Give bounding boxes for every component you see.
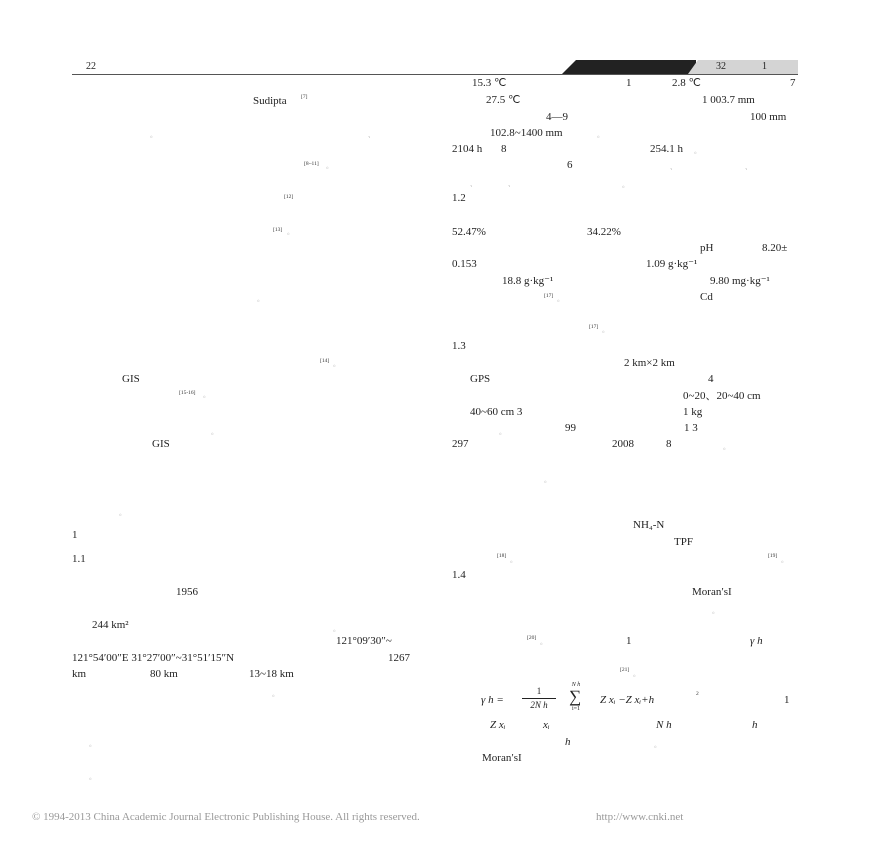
ammonium-term: NH₄-N [633, 519, 665, 531]
issue-number: 1 [762, 61, 767, 72]
month-range: 4—9 [546, 111, 568, 123]
period-mark: 。 [557, 295, 564, 303]
citation: [18] [497, 553, 507, 559]
sample-count: 297 [452, 438, 469, 450]
header-dark-band [562, 60, 696, 74]
month-number: 8 [666, 438, 672, 450]
temperature: 2.8 ℃ [672, 77, 701, 89]
percentage: 52.47% [452, 226, 486, 238]
citation: [13] [273, 227, 283, 233]
gis-term: GIS [122, 373, 140, 385]
precipitation: 1 003.7 mm [702, 94, 755, 106]
comma-mark: 、 [670, 163, 677, 171]
sigma-symbol: ∑ [569, 687, 582, 706]
period-mark: 。 [694, 147, 701, 155]
width-value: 13~18 km [249, 668, 294, 680]
organic-matter-value: 18.8 g·kg⁻¹ [502, 275, 554, 287]
fraction-bar [522, 698, 556, 699]
equation-number: 1 [784, 694, 790, 706]
ph-value: 8.20± [762, 242, 788, 254]
variable-nh: N h [656, 719, 672, 731]
period-mark: 。 [272, 690, 279, 698]
period-mark: 。 [544, 476, 551, 484]
period-mark: 。 [257, 295, 264, 303]
comma-mark: 、 [745, 163, 752, 171]
sunshine-hours: 254.1 h [650, 143, 683, 155]
formula-numerator: 1 [536, 686, 542, 696]
period-mark: 。 [333, 360, 340, 368]
period-mark: 。 [287, 228, 294, 236]
section-heading: 1.3 [452, 340, 466, 352]
period-mark: 。 [597, 131, 604, 139]
section-heading: 1.4 [452, 569, 466, 581]
coordinate: 121°54′00″E 31°27′00″~31°51′15″N [72, 652, 235, 664]
formula-exponent: 2 [696, 691, 699, 697]
ph-deviation: 0.153 [452, 258, 477, 270]
number: 4 [708, 373, 714, 385]
period-mark: 。 [712, 607, 719, 615]
depth-range: 0~20、20~40 cm [683, 390, 761, 402]
year: 1956 [176, 586, 198, 598]
depth-range: 40~60 cm 3 [470, 406, 523, 418]
coordinate: 121°09′30″~ [336, 635, 392, 647]
period-mark: 。 [150, 131, 157, 139]
sample-weight: 1 kg [683, 406, 703, 418]
author-ref: Sudipta [253, 95, 287, 107]
period-mark: 。 [499, 428, 506, 436]
grid-size: 2 km×2 km [624, 357, 675, 369]
period-mark: 。 [326, 162, 333, 170]
unit: km [72, 668, 87, 680]
morans-i-term: Moran′sI [692, 586, 732, 598]
formula-rhs: Z xᵢ −Z xᵢ+h [600, 694, 655, 706]
citation: [14] [320, 358, 330, 364]
number: 99 [565, 422, 576, 434]
citation: [19] [768, 553, 778, 559]
citation: [8~11] [304, 161, 319, 167]
header-light-band [688, 60, 798, 74]
copyright-notice: © 1994-2013 China Academic Journal Electronic Publishing House. All rights reserved. [32, 811, 420, 823]
section-heading: 1.2 [452, 192, 466, 204]
period-mark: 。 [89, 740, 96, 748]
area-value: 244 km² [92, 619, 129, 631]
number: 6 [567, 159, 573, 171]
period-mark: 。 [540, 638, 547, 646]
period-mark: 。 [333, 625, 340, 633]
phosphorus-value: 9.80 mg·kg⁻¹ [710, 275, 770, 287]
temperature: 27.5 ℃ [486, 94, 521, 106]
period-mark: 。 [119, 509, 126, 517]
temperature: 15.3 ℃ [472, 77, 507, 89]
variable-zx: Z xᵢ [490, 719, 506, 731]
period-mark: 。 [602, 326, 609, 334]
sunshine-hours: 2104 h [452, 143, 483, 155]
month-number: 7 [790, 77, 796, 89]
citation: [20] [527, 635, 537, 641]
gis-term: GIS [152, 438, 170, 450]
citation: [15-16] [179, 390, 196, 396]
nitrogen-value: 1.09 g·kg⁻¹ [646, 258, 698, 270]
equation-ref: 1 [626, 635, 632, 647]
variable-h: h [565, 736, 571, 748]
period-mark: 。 [654, 741, 661, 749]
period-mark: 。 [203, 391, 210, 399]
period-mark: 。 [89, 773, 96, 781]
elevation-value: 1267 [388, 652, 410, 664]
header-rule [72, 74, 798, 75]
percentage: 34.22% [587, 226, 621, 238]
sum-upper-limit: N h [571, 682, 581, 688]
variable-xi: xᵢ [543, 719, 550, 731]
period-mark: 。 [781, 556, 788, 564]
comma-mark: 、 [470, 180, 477, 188]
cadmium-term: Cd [700, 291, 713, 303]
morans-i-term: Moran′sI [482, 752, 522, 764]
formula-denominator: 2N h [530, 700, 548, 710]
sum-lower-limit: i=1 [571, 706, 581, 712]
period-mark: 。 [622, 181, 629, 189]
length-value: 80 km [150, 668, 178, 680]
citation: [17] [544, 293, 554, 299]
tpf-term: TPF [674, 536, 693, 548]
period-mark: 。 [211, 428, 218, 436]
section-heading: 1 [72, 529, 78, 541]
precipitation-range: 102.8~1400 mm [490, 127, 563, 139]
month-number: 1 [626, 77, 632, 89]
semivariance-symbol: γ h [750, 635, 763, 647]
period-mark: 。 [510, 556, 517, 564]
section-heading: 1.1 [72, 553, 86, 565]
comma-mark: 、 [508, 180, 515, 188]
citation: [7] [301, 94, 308, 100]
month-number: 8 [501, 143, 507, 155]
citation: [21] [620, 667, 630, 673]
comma-mark: 、 [368, 131, 375, 139]
formula-lhs: γ h = [481, 694, 504, 706]
period-mark: 。 [723, 443, 730, 451]
citation: [12] [284, 194, 294, 200]
period-mark: 。 [633, 670, 640, 678]
number: 1 3 [684, 422, 698, 434]
citation: [17] [589, 324, 599, 330]
page-number: 22 [86, 61, 96, 72]
gps-term: GPS [470, 373, 491, 385]
volume-number: 32 [716, 61, 726, 72]
precipitation: 100 mm [750, 111, 787, 123]
footer-url[interactable]: http://www.cnki.net [596, 811, 684, 823]
year: 2008 [612, 438, 634, 450]
variable-h: h [752, 719, 758, 731]
ph-label: pH [700, 242, 714, 254]
